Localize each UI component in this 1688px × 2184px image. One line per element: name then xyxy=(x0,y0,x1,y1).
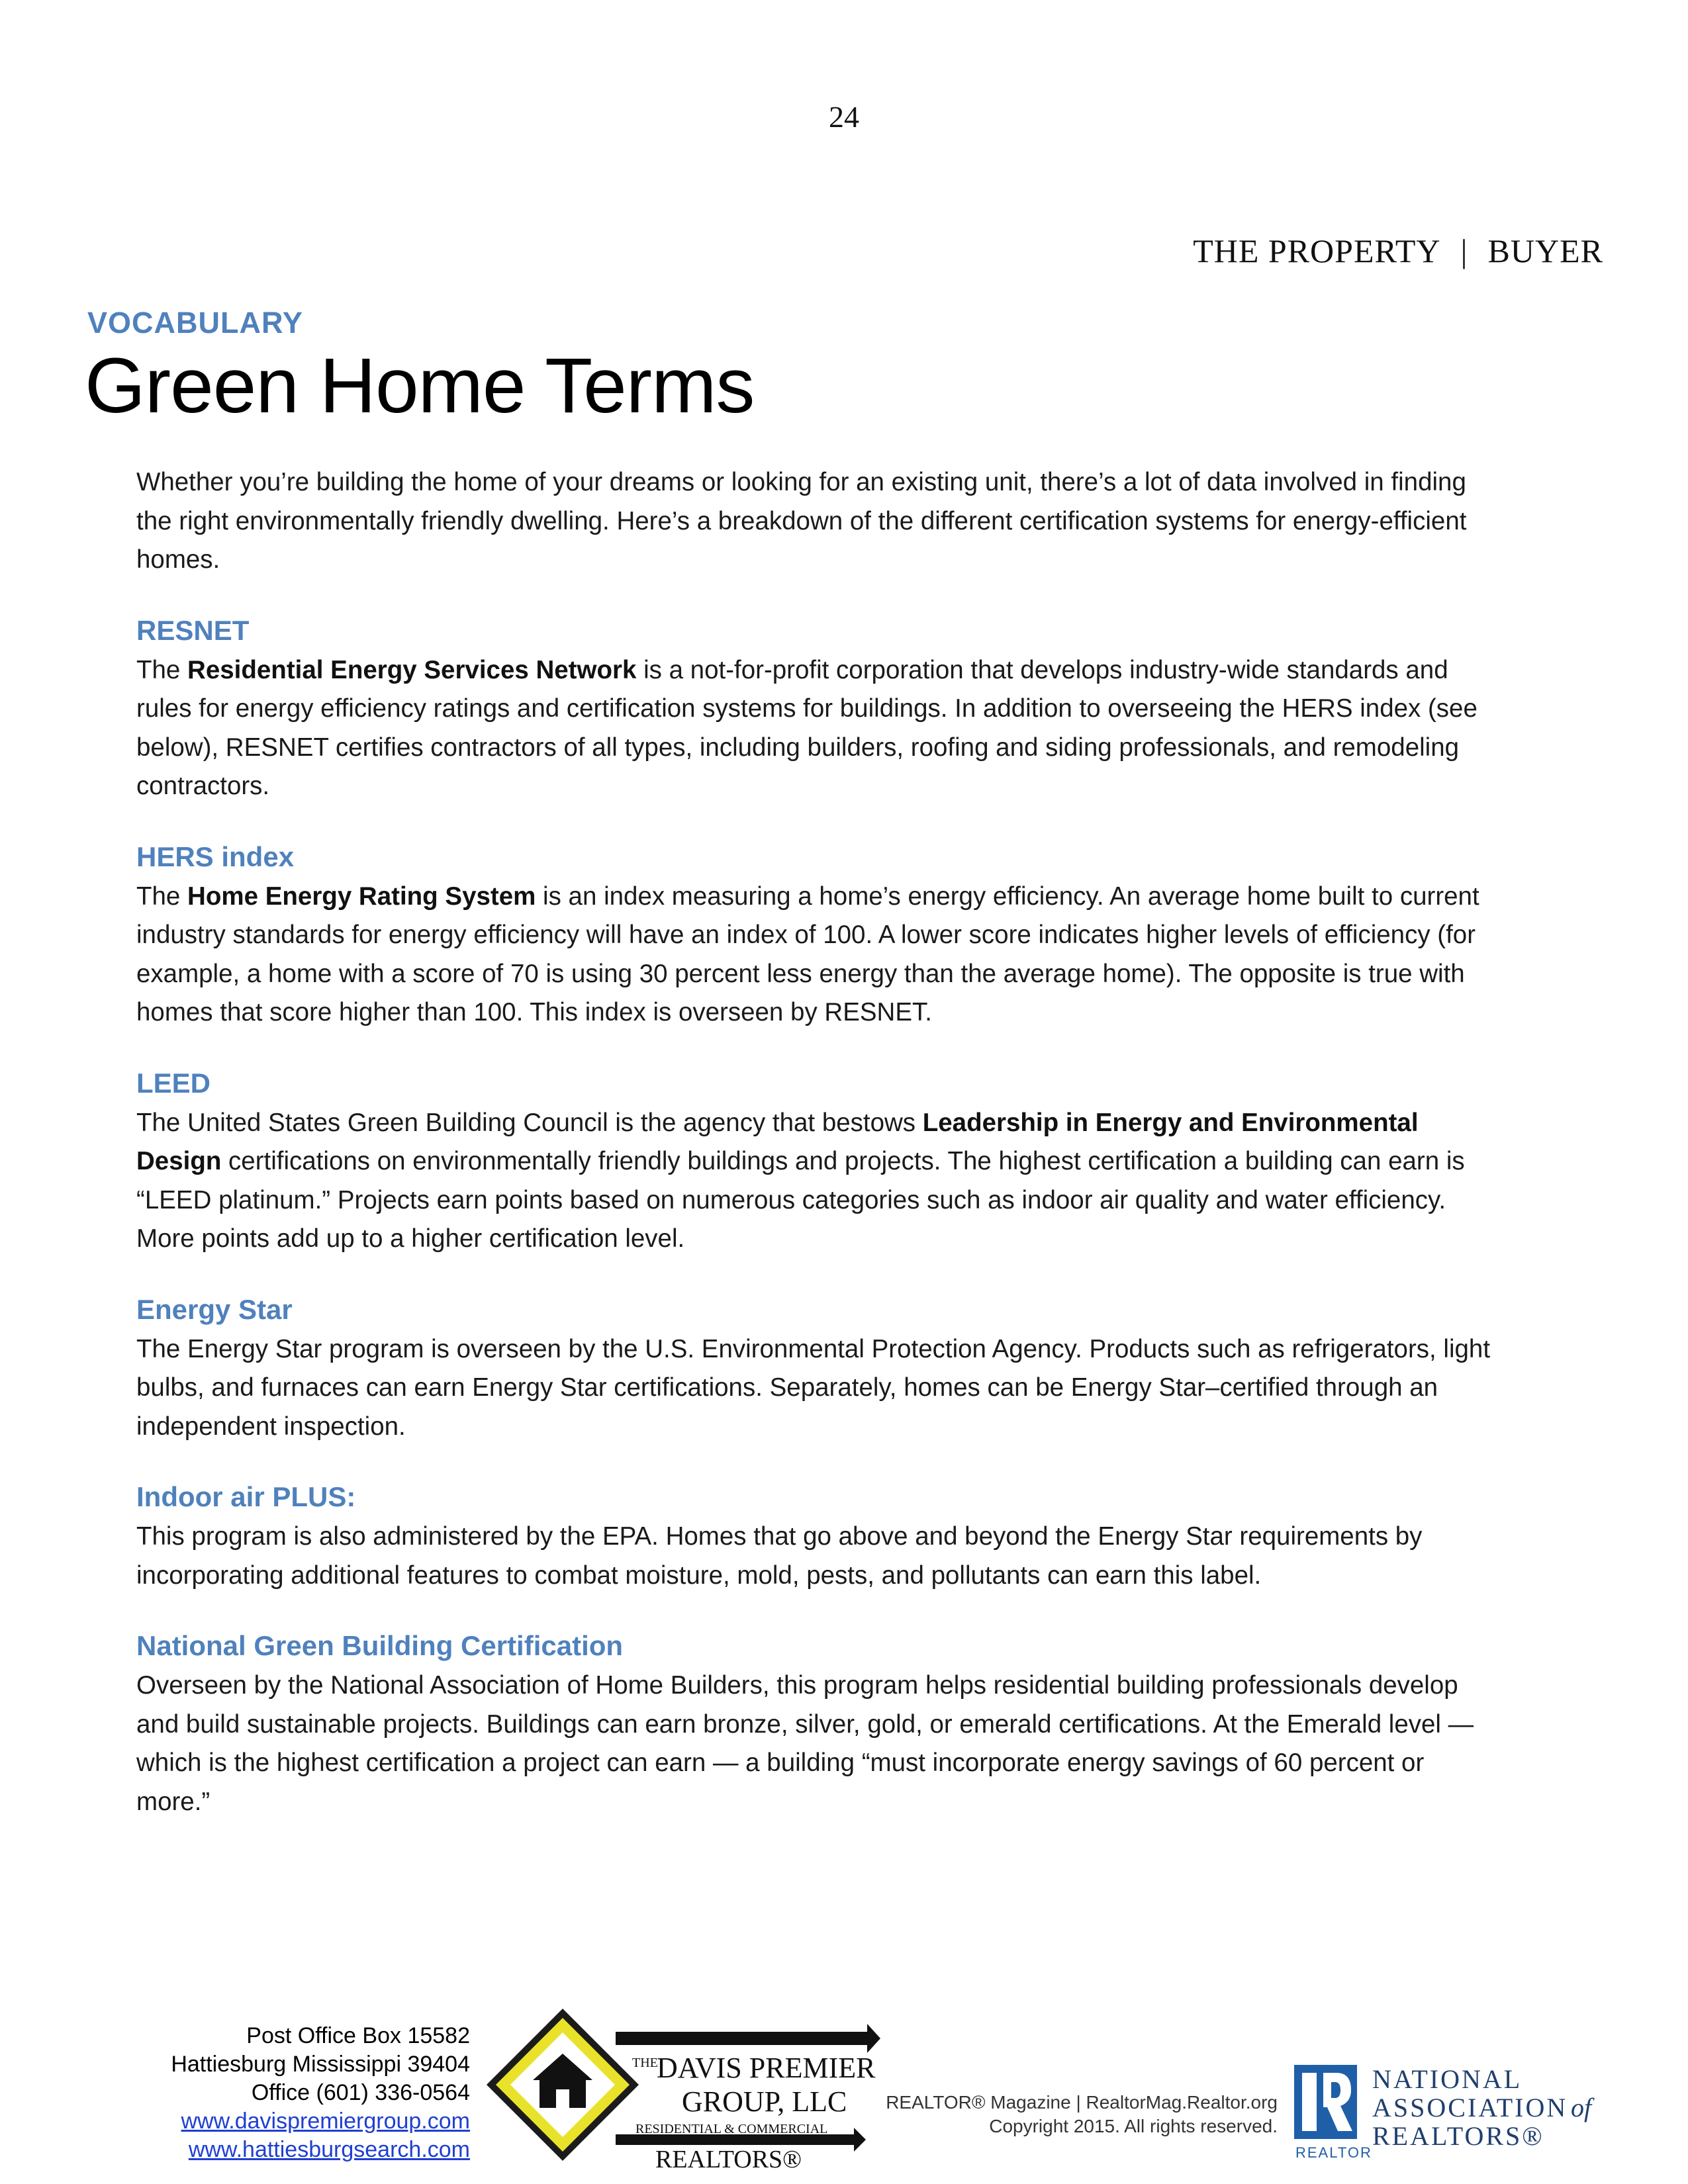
nar-mark-label: REALTOR xyxy=(1295,2144,1372,2161)
footer xyxy=(0,2002,1688,2174)
website-link-1[interactable]: www.davispremiergroup.com xyxy=(181,2109,470,2134)
term-section xyxy=(136,610,1500,806)
address-line-2: Hattiesburg Mississippi 39404 xyxy=(171,2052,470,2077)
term-text: The xyxy=(136,655,188,684)
term-text: This program is also administered by the EPA. Homes that go above and beyond the Energy Star requirements by incorporating additional features to combat moisture, mold, pests, and pollutants can earn this label. xyxy=(136,1522,1423,1590)
term-text: The United States Green Building Council is the agency that bestows xyxy=(136,1108,923,1137)
logo-davis-line-2: GROUP, LLC xyxy=(682,2085,847,2118)
copyright-line-2: Copyright 2015. All rights reserved. xyxy=(989,2116,1278,2136)
page-title: Green Home Terms xyxy=(85,342,755,430)
logo-davis-line-4: REALTORS® xyxy=(655,2146,802,2173)
term-section xyxy=(136,837,1500,1032)
nar-line-1: NATIONAL xyxy=(1372,2064,1523,2094)
header-audience: BUYER xyxy=(1487,232,1603,269)
term-heading: Energy Star xyxy=(136,1293,293,1325)
office-phone: Office (601) 336-0564 xyxy=(251,2080,470,2105)
term-heading: HERS index xyxy=(136,841,295,872)
term-heading: LEED xyxy=(136,1067,211,1099)
nar-line-3: REALTORS® xyxy=(1372,2121,1544,2151)
website-link-2[interactable]: www.hattiesburgsearch.com xyxy=(188,2137,470,2162)
term-full-name: Leadership in Energy and Environmental Design xyxy=(136,1108,1419,1175)
article-body xyxy=(136,463,1500,1852)
address-line-1: Post Office Box 15582 xyxy=(246,2023,470,2048)
term-description xyxy=(136,651,1500,806)
term-heading: RESNET xyxy=(136,614,250,646)
term-full-name: Home Energy Rating System xyxy=(187,882,536,911)
term-text: The xyxy=(136,882,188,911)
term-section xyxy=(136,1625,1500,1821)
page-number: 24 xyxy=(829,100,859,134)
term-description xyxy=(136,1518,1500,1595)
term-full-name: Residential Energy Services Network xyxy=(187,655,637,684)
term-description xyxy=(136,878,1500,1032)
term-heading: National Green Building Certification xyxy=(136,1630,624,1661)
copyright-line-1: REALTOR® Magazine | RealtorMag.Realtor.org xyxy=(886,2092,1278,2113)
term-section xyxy=(136,1063,1500,1259)
logo-the: THE xyxy=(632,2056,658,2070)
term-text: Overseen by the National Association of Home Builders, this program helps residential building professionals develop and build sustainable projects. Buildings can earn bronze, silver, gold, or emerald certifications. At the Emerald level — which is the highest certification a project can earn — a building “must incorporate energy savings of 60 percent or more.” xyxy=(136,1671,1474,1816)
term-heading: Indoor air PLUS: xyxy=(136,1481,356,1512)
term-description xyxy=(136,1666,1500,1821)
davis-premier-logo xyxy=(483,2002,880,2174)
term-text-continued: is an index measuring a home’s energy efficiency. An average home built to current industry standards for energy efficiency will have an index of 100. A lower score indicates higher levels of efficiency (for example, a home with a score of 70 is using 30 percent less energy than the average home). The opposite is true with homes that score higher than 100. This index is overseen by RESNET. xyxy=(136,882,1479,1026)
intro-paragraph: Whether you’re building the home of your dreams or looking for an existing unit, there’s a lot of data involved in finding the right environmentally friendly dwelling. Here’s a breakdown of the different certification systems for energy-efficient homes. xyxy=(136,468,1467,574)
term-list xyxy=(136,610,1500,1822)
term-text: The Energy Star program is overseen by the U.S. Environmental Protection Agency. Products such as refrigerators, light bulbs, and furnaces can earn Energy Star certifications. Separately, homes can be Energy Star–certified through an independent inspection. xyxy=(136,1334,1491,1441)
page-header xyxy=(1193,232,1603,270)
term-section xyxy=(136,1477,1500,1595)
term-text-continued: is a not-for-profit corporation that develops industry-wide standards and rules for energy efficiency ratings and certification systems for buildings. In addition to overseeing the HERS index (see below), RESNET certifies contractors of all types, including builders, roofing and siding professionals, and remodeling contractors. xyxy=(136,655,1477,800)
header-separator: | xyxy=(1460,232,1468,269)
kicker: VOCABULARY xyxy=(87,306,303,340)
nar-of: of xyxy=(1571,2093,1592,2122)
term-description xyxy=(136,1330,1500,1447)
nar-logo xyxy=(1294,2058,1605,2164)
term-section xyxy=(136,1289,1500,1447)
logo-davis-line-1: DAVIS PREMIER xyxy=(657,2052,876,2084)
header-section: THE PROPERTY xyxy=(1193,232,1441,269)
term-description xyxy=(136,1104,1500,1259)
contact-block xyxy=(113,2022,470,2164)
nar-line-2: ASSOCIATION xyxy=(1372,2093,1568,2122)
logo-davis-line-3: RESIDENTIAL & COMMERCIAL xyxy=(635,2122,828,2136)
term-text-continued: certifications on environmentally friendly buildings and projects. The highest certification a building can earn is “LEED platinum.” Projects earn points based on numerous categories such as indoor air quality and water efficiency. More points add up to a higher certification level. xyxy=(136,1147,1465,1253)
copyright-block xyxy=(874,2091,1278,2138)
